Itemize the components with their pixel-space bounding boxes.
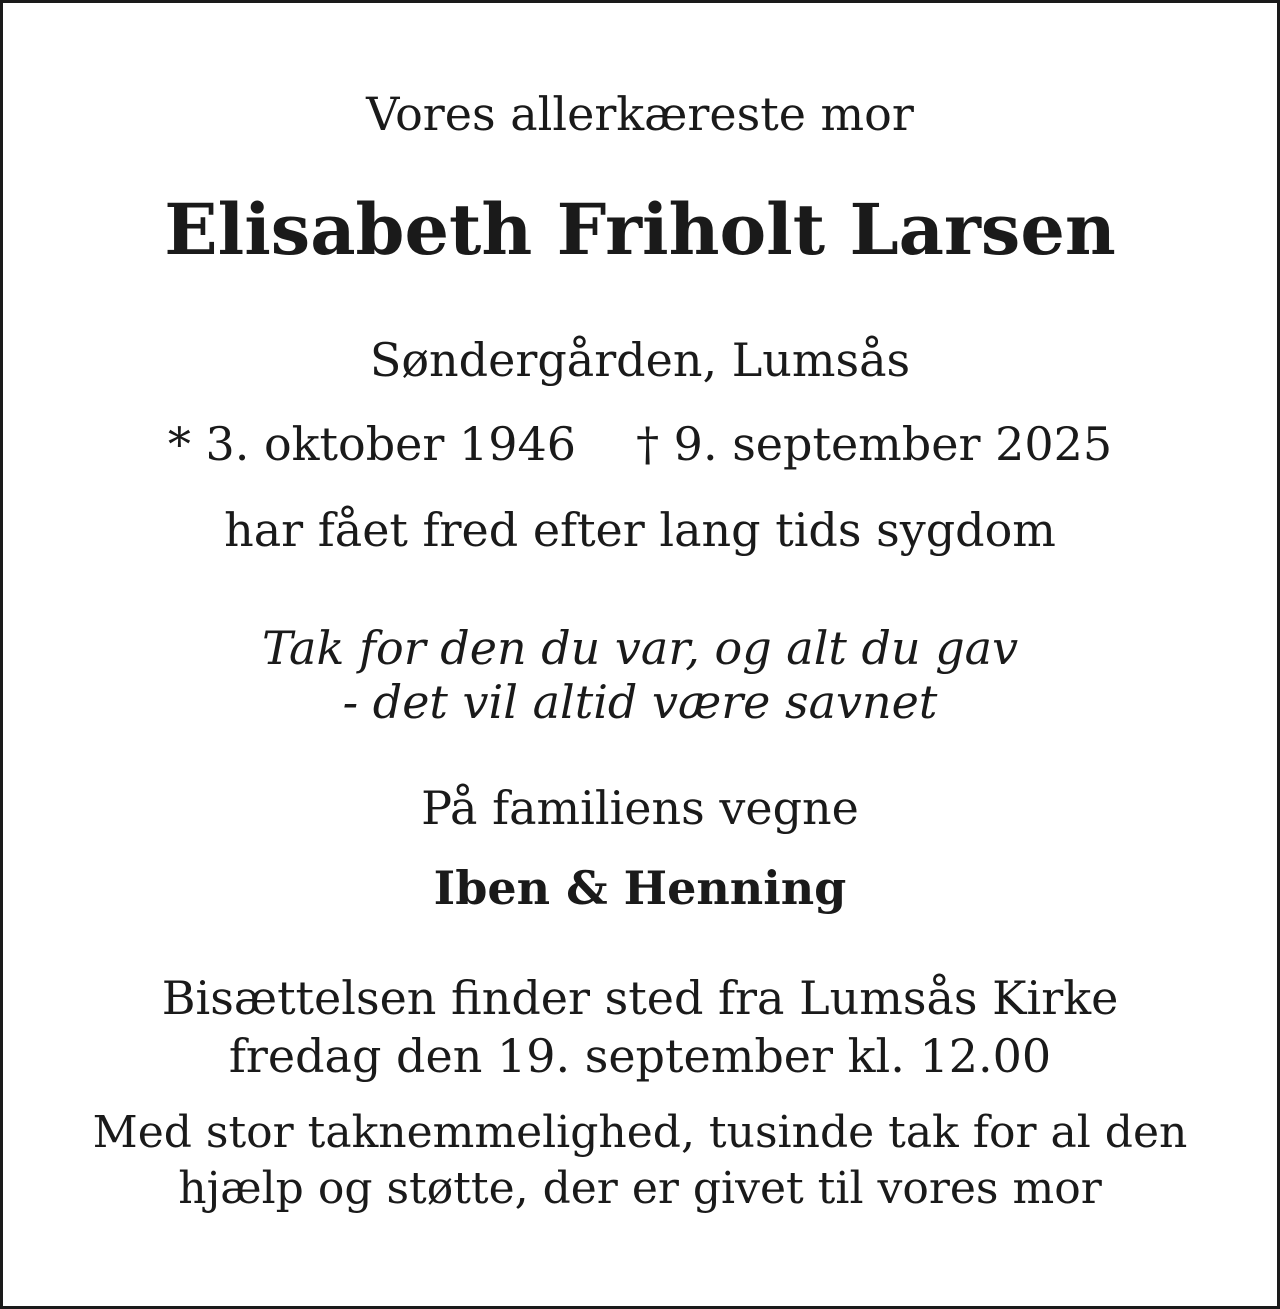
intro-text: Vores allerkæreste mor	[366, 87, 914, 141]
thanks-line-1: Med stor taknemmelighed, tusinde tak for al den	[92, 1107, 1188, 1158]
on-behalf-text: På familiens vegne	[421, 781, 859, 835]
life-dates	[3, 417, 1277, 471]
signers-names: Iben & Henning	[433, 861, 847, 915]
deceased-name: Elisabeth Friholt Larsen	[164, 188, 1116, 271]
death-date: † 9. september 2025	[636, 417, 1113, 471]
passing-text: har fået fred efter lang tids sygdom	[224, 503, 1056, 557]
thanks-line-2: hjælp og støtte, der er givet til vores mor	[178, 1163, 1102, 1214]
birth-date: * 3. oktober 1946	[167, 417, 577, 471]
funeral-info-line-2: fredag den 19. september kl. 12.00	[228, 1029, 1052, 1083]
memorial-quote-line-1: Tak for den du var, og alt du gav	[261, 621, 1019, 675]
memorial-quote-line-2: - det vil altid være savnet	[342, 675, 938, 729]
residence-text: Søndergården, Lumsås	[369, 333, 911, 387]
funeral-info-line-1: Bisættelsen finder sted fra Lumsås Kirke	[161, 971, 1119, 1025]
